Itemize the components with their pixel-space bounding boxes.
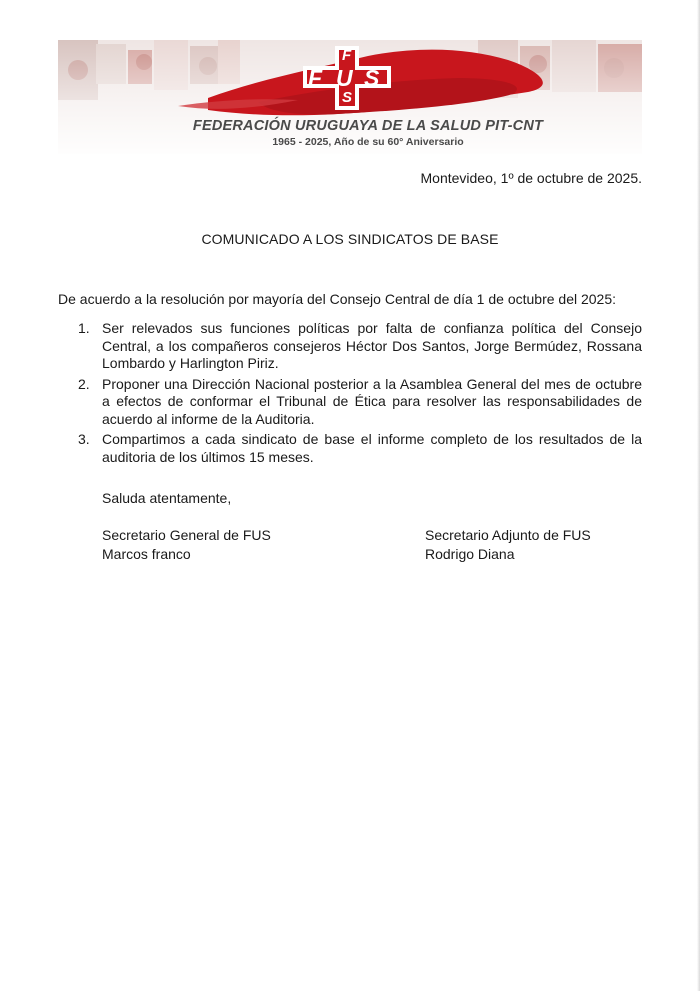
logo-letter-f-top: F [342, 47, 352, 64]
resolution-item [78, 376, 642, 429]
item-number: 2. [78, 375, 90, 392]
signature-general-secretary [102, 526, 271, 564]
item-number: 3. [78, 431, 90, 447]
logo-letter-s-bottom: S [342, 89, 353, 106]
item-text: Proponer una Dirección Nacional posterior a la Asamblea General del mes de octubre a efectos de conformar el Tribunal de Ética para resolver las responsabilidades de acuerdo al informe de la Auditoria. [102, 375, 642, 427]
logo-letter-u: U [336, 65, 353, 91]
item-number: 1. [78, 320, 90, 336]
signature-adjunct-secretary [425, 526, 591, 564]
resolution-item [78, 320, 642, 373]
logo-letter-f: F [308, 65, 323, 91]
signature-name: Marcos franco [102, 546, 191, 562]
document-title: COMUNICADO A LOS SINDICATOS DE BASE [201, 231, 499, 247]
anniversary-line: 1965 - 2025, Año de su 60° Aniversario [272, 136, 464, 148]
signature-name: Rodrigo Diana [425, 546, 515, 562]
closing-salutation: Saluda atentamente, [102, 490, 232, 506]
item-text: Compartimos a cada sindicato de base el informe completo de los resultados de la auditoria de los últimos 15 meses. [102, 431, 642, 465]
header-banner [58, 40, 642, 154]
intro-paragraph: De acuerdo a la resolución por mayoría del Consejo Central de día 1 de octubre del 2025: [58, 291, 617, 307]
signature-role: Secretario General de FUS [102, 527, 271, 543]
document-date: Montevideo, 1º de octubre de 2025. [420, 170, 642, 186]
resolution-list [78, 320, 642, 469]
item-text: Ser relevados sus funciones políticas por falta de confianza política del Consejo Central, a los compañeros consejeros Héctor Dos Santos, Jorge Bermúdez, Rossana Lombardo y Harlington Piriz. [102, 320, 642, 371]
logo-letter-s: S [364, 65, 380, 91]
federation-name: FEDERACIÓN URUGUAYA DE LA SALUD PIT-CNT [192, 118, 544, 134]
resolution-item [78, 431, 642, 466]
signature-role: Secretario Adjunto de FUS [425, 527, 591, 543]
